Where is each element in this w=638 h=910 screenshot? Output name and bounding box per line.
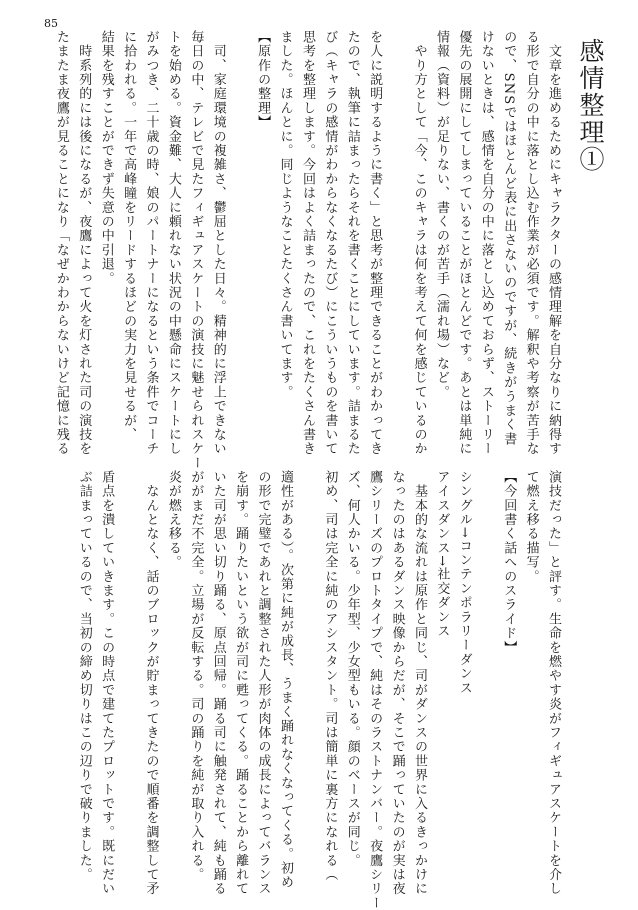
text-line: がみつき、二十歳の時、娘のパートナーになるという条件でコーチ xyxy=(143,30,159,456)
text-line: けないときは、感情を自分の中に落とし込めておらず、ストーリー xyxy=(478,30,494,456)
text-line: 文章を進めるためにキャラクターの感情理解を自分なりに納得す xyxy=(546,30,561,456)
text-line: ぶ詰まっているので、当初の締め切りはこの辺りで破りました。 xyxy=(76,470,92,882)
text-line: アイスダンス→社交ダンス xyxy=(434,470,450,639)
top-text-block xyxy=(53,30,608,471)
bottom-text-block xyxy=(76,470,564,910)
page-number: 85 xyxy=(44,17,58,30)
text-line: やり方として「今、このキャラは何を考えて何を感じているのか xyxy=(411,30,427,456)
text-line: ました。ほんとに。同じようなことたくさん書いてます。 xyxy=(277,30,293,400)
text-line: ズ、何人かいる。少年型、少女型もいる。顔のベースが同じ。 xyxy=(344,470,360,868)
text-line: 初め、司は完全に純のアシスタント。司は簡単に裏方になれる（ xyxy=(322,470,338,882)
text-line: たので、執筆に詰まったらそれを書くことにしています。詰まるた xyxy=(344,30,360,456)
text-line: シングル→コンテンポラリーダンス xyxy=(456,470,472,696)
text-line: 毎日の中、テレビで見たフィギュアスケートの演技に魅せられスケー xyxy=(188,30,204,471)
text-line: トを始める。資金難、大人に頼れない状況の中懸命にスケートにし xyxy=(165,30,181,456)
text-line: 鷹シリーズのプロトタイプで、純はそのラストナンバー。夜鷹シリー xyxy=(367,470,383,910)
text-line: を崩す。踊りたいという欲が司に甦ってくる。踊ることから離れて xyxy=(233,470,249,896)
section-heading: 【原作の整理】 xyxy=(255,30,271,130)
text-line: を人に説明するように書く」と思考が整理できることがわかってき xyxy=(367,30,383,456)
text-line: 炎が燃え移る。 xyxy=(165,470,181,570)
section-heading: 【今回書く話へのスライド】 xyxy=(501,470,517,655)
text-line: 盾点を潰していきます。この時点で建てたプロットです。既にだい xyxy=(99,470,115,896)
text-line: ががまだ不完全。立場が反転する。司の踊りを純が取り入れる。 xyxy=(188,470,204,882)
text-line: 適性がある）。次第に純が成長、うまく踊れなくなってくる。初め xyxy=(277,470,293,890)
text-line: の形で完璧であれと調整された人形が肉体の成長によってバランス xyxy=(255,470,271,896)
text-line: 優先の展開にしてしまっていることがほとんどです。あとは単純に xyxy=(456,30,472,456)
text-line: に拾われる。一年で高峰瞳をリードするほどの実力を見せるが、 xyxy=(121,30,137,442)
text-line: び（キャラの感情がわからなくなるたび）にこういうものを書いて xyxy=(322,30,338,456)
text-line: 演技だった」と評す。生命を燃やす炎がフィギュアスケートを介し xyxy=(546,470,561,896)
text-line: て燃え移る描写。 xyxy=(523,470,539,584)
section-title: 感情整理① xyxy=(576,38,605,173)
text-line: る形で自分の中に落とし込む作業が必須です。解釈や考察が苦手な xyxy=(523,30,539,456)
text-line: たまたま夜鷹が見ることになり「なぜかわからないけど記憶に残る xyxy=(53,30,69,456)
text-line: 思考を整理します。今回はよく詰まったので、これをたくさん書き xyxy=(299,30,315,456)
text-line: ので、SNSではほとんど表に出さないのですが、続きがうまく書 xyxy=(501,30,517,447)
text-line: 情報（資料）が足りない、書くのが苦手（濡れ場）など。 xyxy=(433,30,449,400)
text-line: なったのはあるダンス映像からだが、そこで踊っていたのが実は夜 xyxy=(389,470,405,896)
text-line: 時系列的には後になるが、夜鷹によって火を灯された司の演技を xyxy=(76,30,92,456)
text-line: 結果を残すことができず失意の中引退。 xyxy=(98,30,114,286)
text-line: 基本的な流れは原作と同じ、司がダンスの世界に入るきっかけに xyxy=(411,470,427,896)
text-line: いた司が思い切り踊る、原点回帰。踊る司に触発されて、純も踊る xyxy=(210,470,226,896)
text-line: なんとなく、話のブロックが貯まってきたので順番を調整して矛 xyxy=(143,470,159,896)
text-line: 司、家庭環境の複雑さ、鬱屈とした日々。精神的に浮上できない xyxy=(210,30,226,456)
